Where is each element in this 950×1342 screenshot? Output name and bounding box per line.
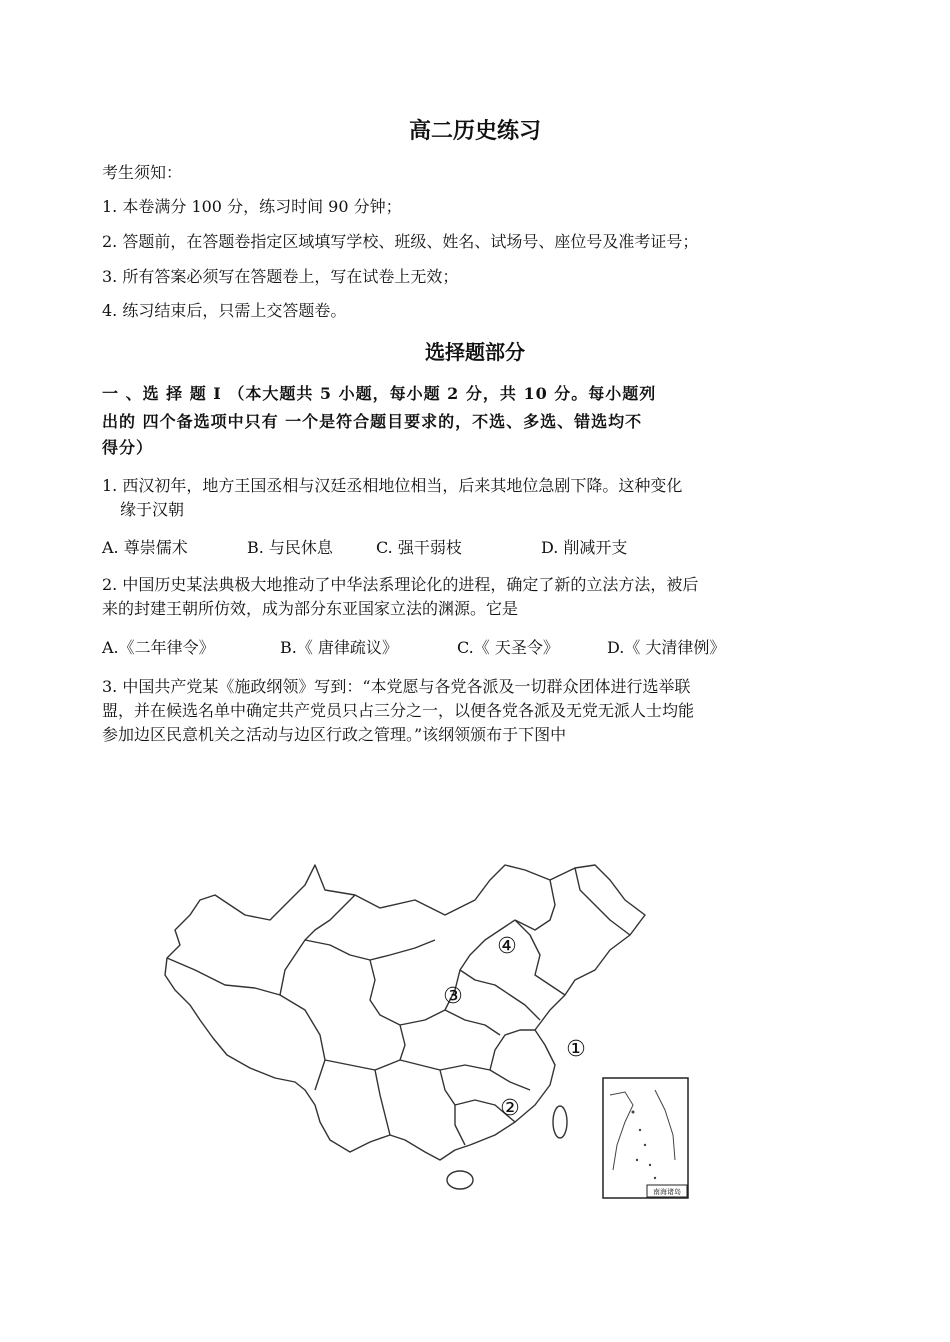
option-a: A.《二年律令》	[102, 638, 215, 657]
map-boundary	[280, 895, 355, 995]
notice-item: 2. 答题前，在答题卷指定区域填写学校、班级、姓名、试场号、座位号及准考证号；	[102, 232, 699, 251]
south-china-sea-inset	[603, 1078, 688, 1198]
map-boundary	[370, 960, 400, 1025]
option-c: C. 强干弱枝	[376, 538, 462, 557]
notice-item: 1. 本卷满分 100 分，练习时间 90 分钟；	[102, 197, 402, 216]
map-boundary	[325, 1060, 530, 1090]
option-a: A. 尊崇儒术	[102, 538, 188, 557]
option-b: B.《 唐律疏议》	[280, 638, 398, 657]
question-stem: 来的封建王朝所仿效，成为部分东亚国家立法的渊源。它是	[102, 599, 519, 618]
question-stem: 2. 中国历史某法典极大地推动了中华法系理论化的进程，确定了新的立法方法，被后	[102, 575, 699, 594]
inset-label: 南海诸岛	[653, 1188, 681, 1196]
question-stem: 缘于汉朝	[120, 500, 185, 519]
map-boundary	[575, 868, 630, 935]
option-d: D.《 大清律例》	[607, 638, 726, 657]
map-boundary	[445, 1010, 500, 1035]
taiwan-island	[553, 1106, 567, 1138]
map-boundary	[460, 970, 540, 1020]
option-d: D. 削减开支	[541, 538, 628, 557]
marker-3: ③	[443, 984, 463, 1009]
china-map	[155, 860, 700, 1205]
map-outline	[165, 865, 645, 1160]
notice-heading: 考生须知：	[102, 163, 183, 182]
section-title: 选择题部分	[425, 340, 525, 364]
question-stem: 3. 中国共产党某《施政纲领》写到：“本党愿与各党各派及一切群众团体进行选举联	[102, 677, 691, 696]
map-boundary	[440, 1070, 465, 1145]
option-c: C.《 天圣令》	[457, 638, 559, 657]
map-boundary	[375, 1070, 390, 1135]
map-boundary	[167, 958, 325, 1090]
notice-item: 3. 所有答案必须写在答题卷上，写在试卷上无效；	[102, 267, 459, 286]
question-stem: 1. 西汉初年，地方王国丞相与汉廷丞相地位相当，后来其地位急剧下降。这种变化	[102, 476, 683, 495]
marker-1: ①	[566, 1037, 586, 1062]
question-stem: 盟，并在候选名单中确定共产党员只占三分之一，以便各党各派及无党无派人士均能	[102, 701, 695, 720]
map-boundary	[515, 920, 565, 995]
map-boundary	[490, 1030, 535, 1070]
map-boundary	[515, 880, 555, 930]
marker-2: ②	[500, 1096, 520, 1121]
instruction-line: 得分）	[102, 438, 154, 457]
option-b: B. 与民休息	[247, 538, 333, 557]
instruction-line: 一 、选 择 题 I （本大题共 5 小题，每小题 2 分，共 10 分。每小题列	[102, 384, 657, 403]
map-boundary	[305, 940, 435, 960]
notice-item: 4. 练习结束后，只需上交答题卷。	[102, 301, 347, 320]
instruction-line: 出的 四个备选项中只有 一个是符合题目要求的，不选、多选、错选均不	[102, 412, 643, 431]
page-title: 高二历史练习	[408, 118, 541, 144]
marker-4: ④	[497, 934, 517, 959]
question-stem: 参加边区民意机关之活动与边区行政之管理。”该纲领颁布于下图中	[102, 725, 567, 744]
hainan-island	[447, 1171, 473, 1189]
map-boundary	[400, 1025, 405, 1060]
